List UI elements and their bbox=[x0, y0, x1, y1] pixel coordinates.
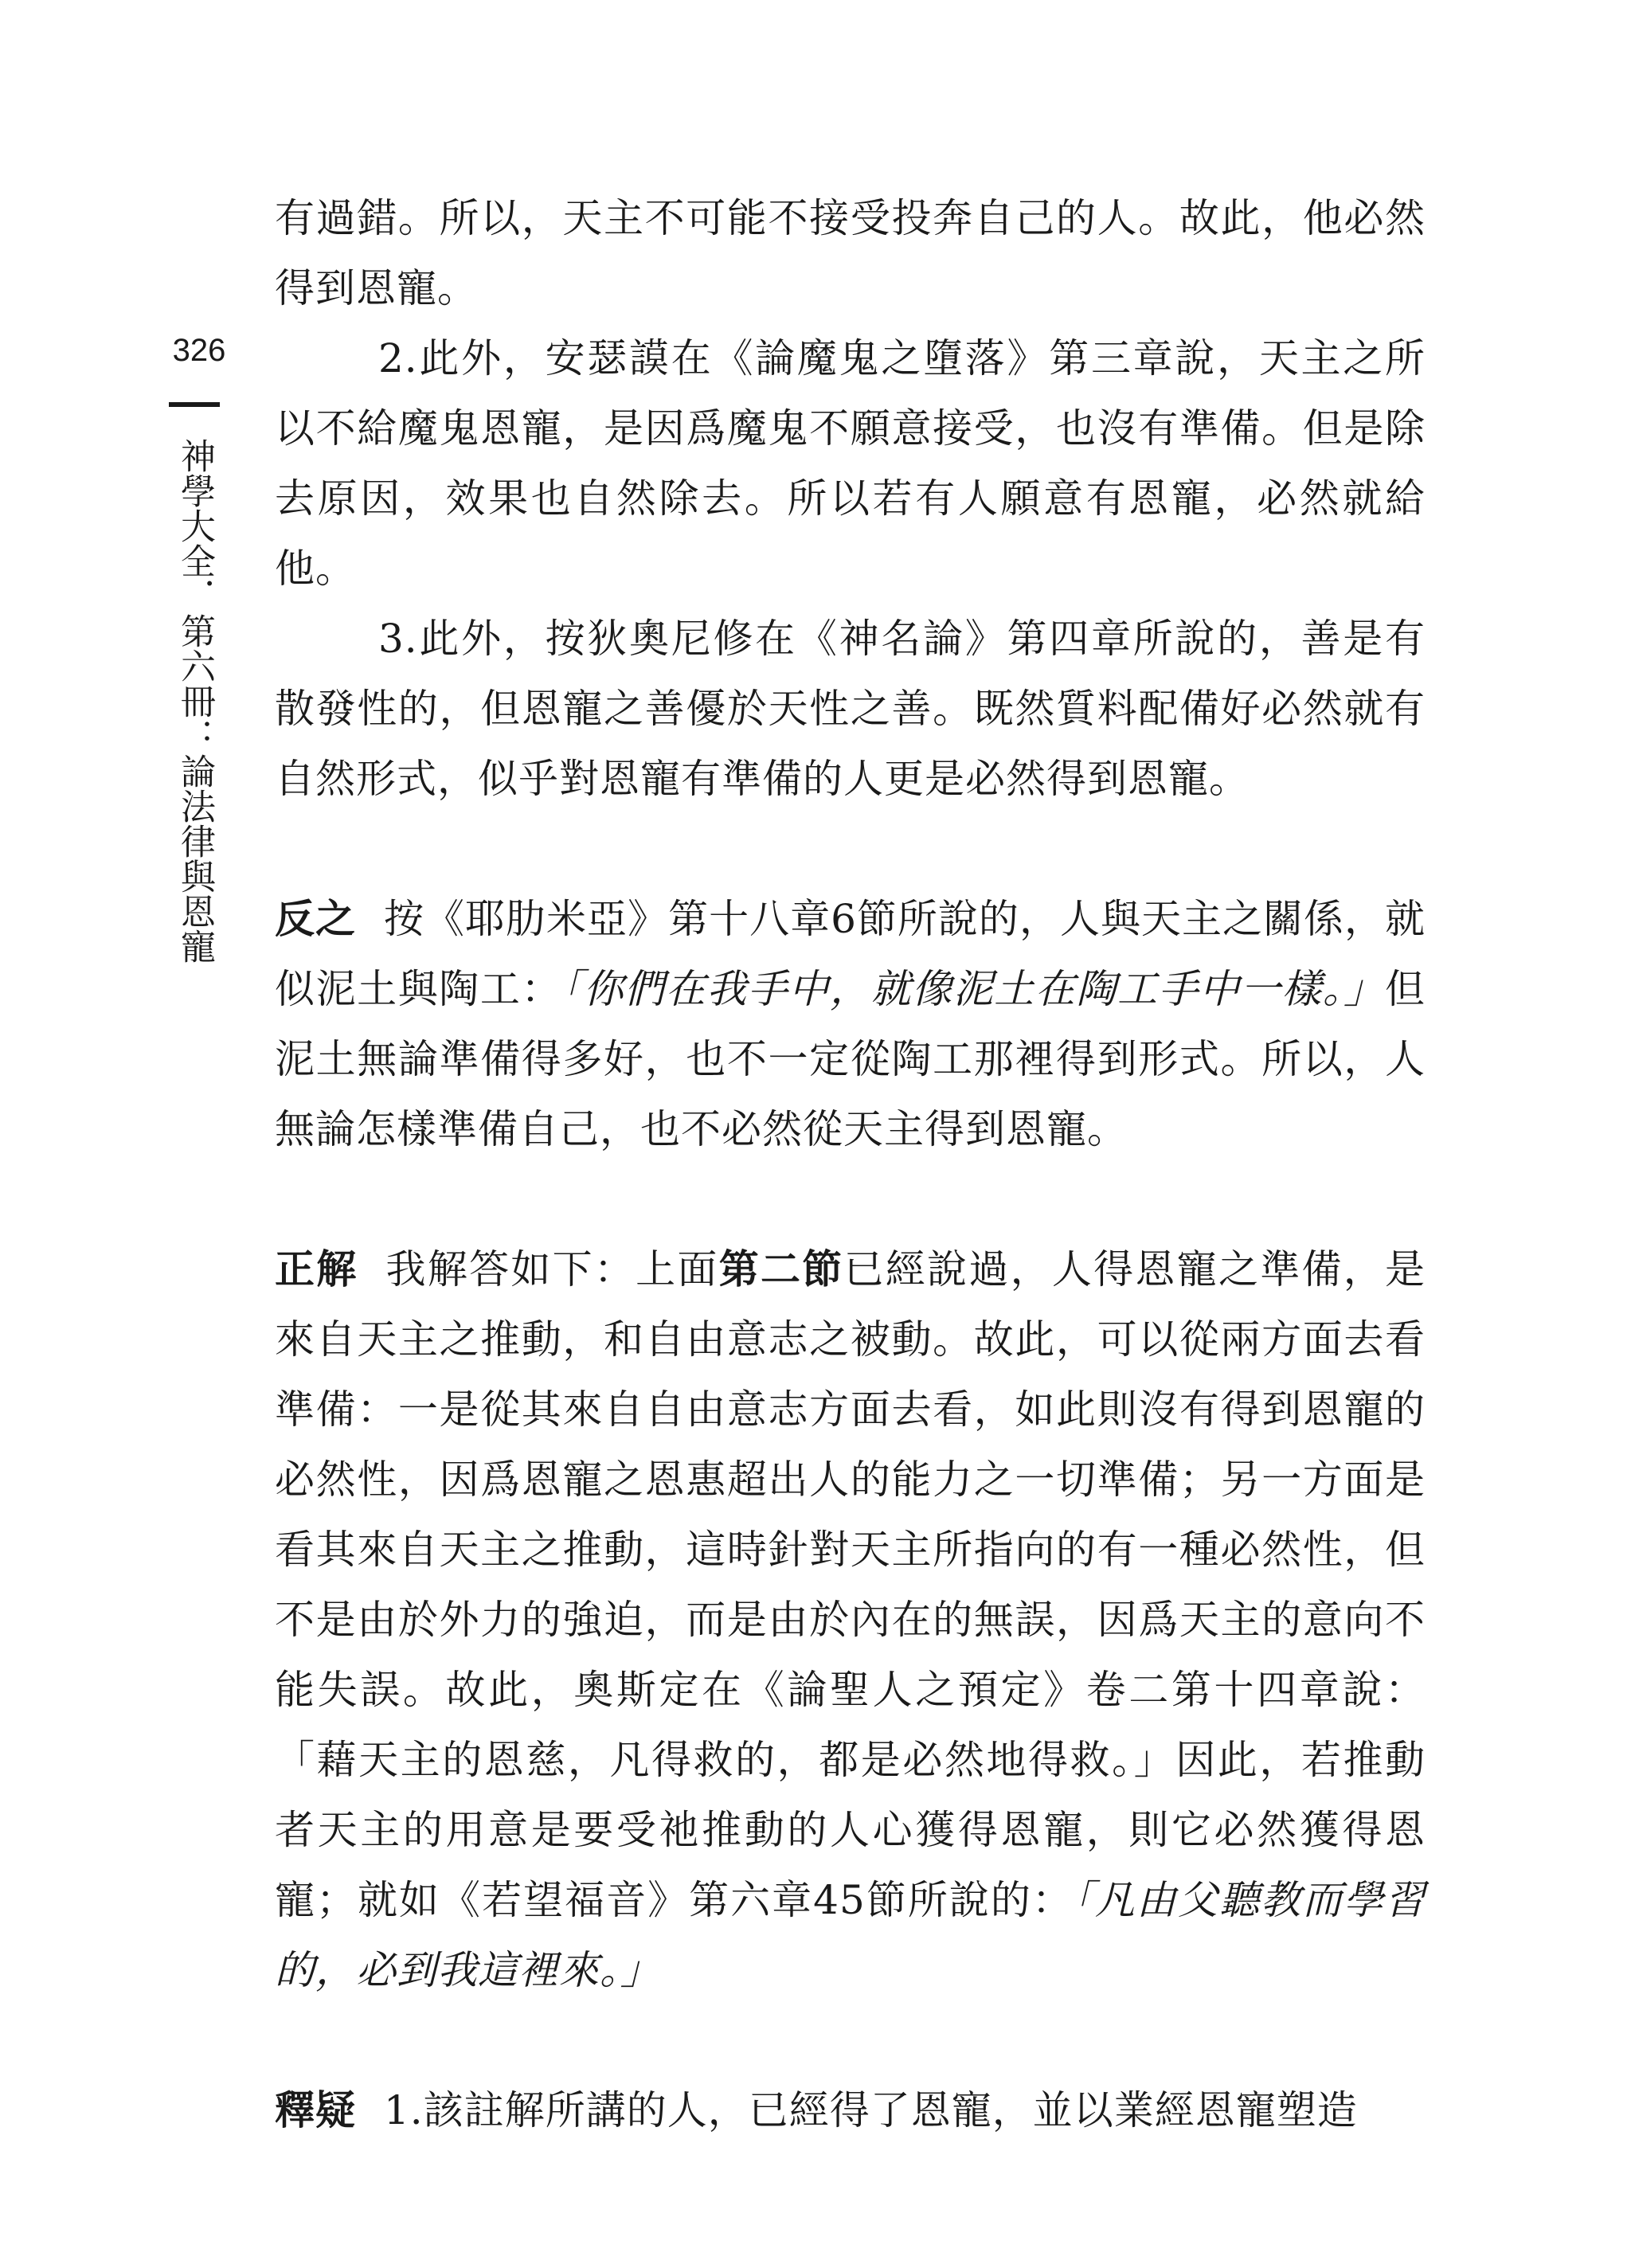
respondeo-label: 正解 bbox=[275, 1246, 358, 1292]
paragraph-continuation: 有過錯。所以，天主不可能不接受投奔自己的人。故此，他必然得到恩寵。 bbox=[275, 195, 1426, 311]
respondeo-quote: 「凡由父聽教而學習的，必到我這裡來。」 bbox=[275, 1877, 1426, 1993]
sed-contra-text-a: 按《耶肋米亞》第十八章6節所說的，人與天主之關係，就似泥土與陶工： bbox=[275, 896, 1426, 1012]
respondeo bbox=[275, 1234, 1426, 2005]
objection-3: 3.此外，按狄奧尼修在《神名論》第四章所說的，善是有散發性的，但恩寵之善優於天性之善。既然質料配備好必然就有自然形式，似乎對恩寵有準備的人更是必然得到恩寵。 bbox=[275, 616, 1426, 802]
sed-contra-text-b: 但泥土無論準備得多好，也不一定從陶工那裡得到形式。所以，人無論怎樣準備自己，也不必然從天主得到恩寵。 bbox=[275, 966, 1426, 1152]
body-text bbox=[275, 183, 1426, 2145]
respondeo-bold: 第二節 bbox=[718, 1246, 844, 1292]
sed-contra-quote: 「你們在我手中，就像泥土在陶工手中一樣。」 bbox=[562, 966, 1385, 1012]
respondeo-text-a: 我解答如下：上面 bbox=[385, 1246, 719, 1292]
page-number: 326 bbox=[172, 333, 226, 368]
reply-label: 釋疑 bbox=[275, 2087, 356, 2133]
margin-rule bbox=[169, 402, 220, 407]
respondeo-text-b: 已經說過，人得恩寵之準備，是來自天主之推動，和自由意志之被動。故此，可以從兩方面去看準備：一是從其來自自由意志方面去看，如此則沒有得到恩寵的必然性，因爲恩寵之恩惠超出人的能力之一切準備；另一方面是看其來自天主之推動，這時針對天主所指向的有一種必然性，但不是由於外力的強迫，而是由於內在的無誤，因爲天主的意向不能失誤。故此，奧斯定在《論聖人之預定》卷二第十四章說：「藉天主的恩慈，凡得救的，都是必然地得救。」因此，若推動者天主的用意是要受祂推動的人心獲得恩寵，則它必然獲得恩寵；就如《若望福音》第六章45節所說的： bbox=[275, 1246, 1426, 1923]
sed-contra bbox=[275, 884, 1426, 1164]
reply-text: 1.該註解所講的人，已經得了恩寵，並以業經恩寵塑造 bbox=[384, 2087, 1358, 2133]
sed-contra-label: 反之 bbox=[275, 896, 357, 942]
reply-objections bbox=[275, 2075, 1426, 2145]
objection-2: 2.此外，安瑟謨在《論魔鬼之墮落》第三章說，天主之所以不給魔鬼恩寵，是因爲魔鬼不願意接受，也沒有準備。但是除去原因，效果也自然除去。所以若有人願意有恩寵，必然就給他。 bbox=[275, 335, 1426, 592]
running-head: 神學大全．第六冊：論法律與恩寵 bbox=[174, 438, 215, 964]
